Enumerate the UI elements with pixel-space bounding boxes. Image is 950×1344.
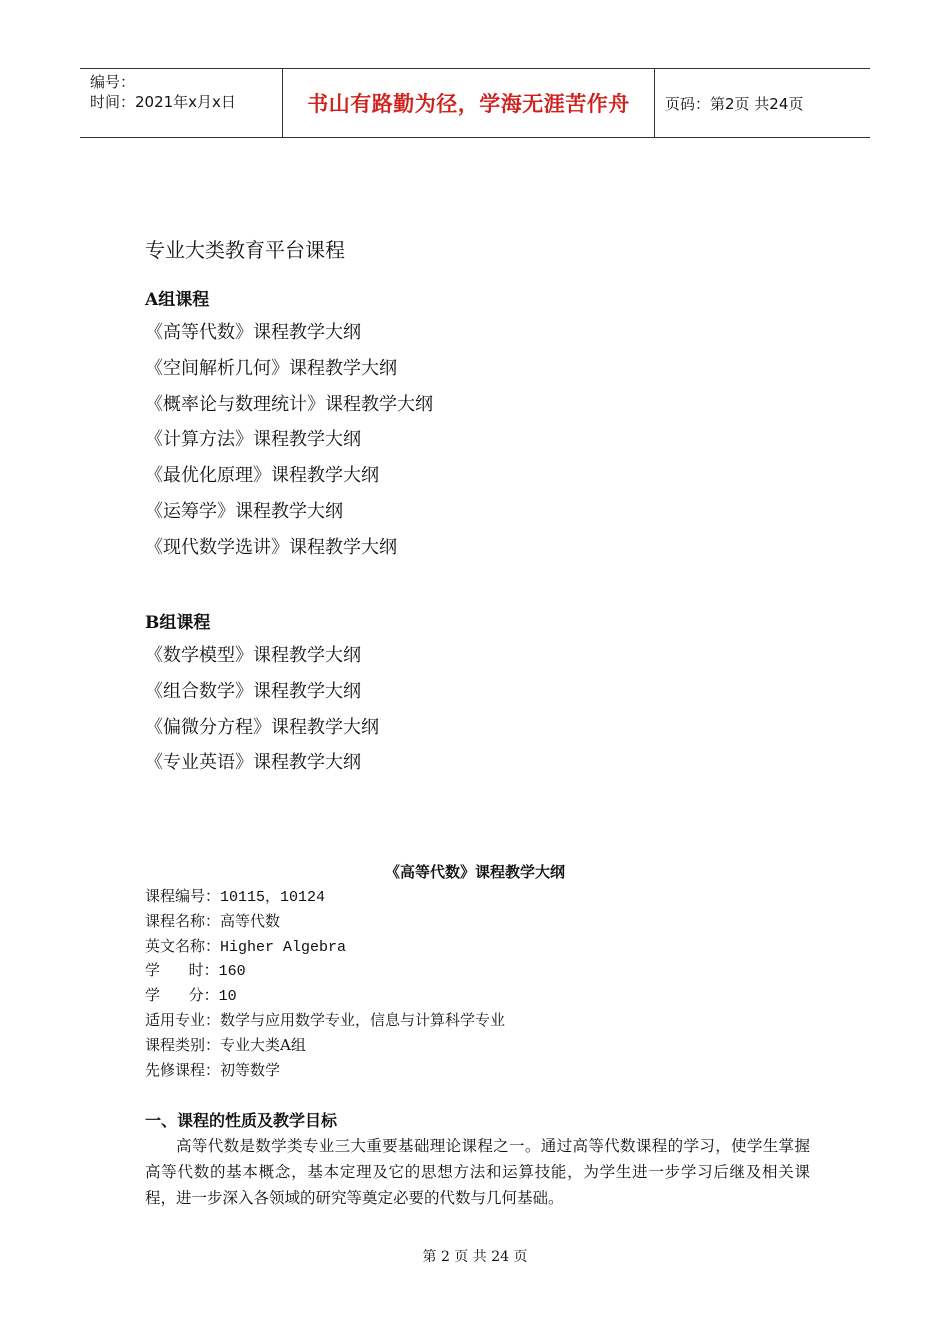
list-item: 《数学模型》课程教学大纲 <box>145 645 361 666</box>
info-label: 学 分： <box>145 986 219 1005</box>
info-value: Higher Algebra <box>220 938 347 956</box>
doc-number-label: 编号： <box>90 73 136 91</box>
info-row-course-code <box>145 884 505 909</box>
info-row-category <box>145 1033 505 1058</box>
list-item: 《现代数学选讲》课程教学大纲 <box>145 536 397 558</box>
group-a-title: A组课程 <box>145 290 210 310</box>
info-value: 10 <box>218 988 237 1006</box>
list-item: 《运筹学》课程教学大纲 <box>145 500 343 522</box>
info-value: 专业大类A组 <box>220 1035 306 1054</box>
info-row-credits <box>145 983 505 1008</box>
info-value: 10115，10124 <box>220 889 326 906</box>
group-b-title: B组课程 <box>145 613 211 633</box>
info-row-hours <box>145 958 505 983</box>
info-label: 适用专业： <box>145 1010 221 1029</box>
info-label: 学 时： <box>145 961 219 980</box>
info-row-english-name <box>145 934 505 959</box>
platform-title: 专业大类教育平台课程 <box>145 238 345 262</box>
info-label: 课程名称： <box>145 911 221 930</box>
list-item: 《计算方法》课程教学大纲 <box>145 429 361 451</box>
page-header <box>80 68 870 138</box>
info-row-course-name <box>145 909 505 934</box>
list-item: 《概率论与数理统计》课程教学大纲 <box>145 393 433 415</box>
course-info-list <box>145 884 505 1082</box>
page-footer: 第 2 页 共 24 页 <box>422 1249 528 1265</box>
group-a-course-list <box>145 321 433 572</box>
section-paragraph: 高等代数是数学类专业三大重要基础理论课程之一。通过高等代数课程的学习，使学生掌握高等代数的基本概念，基本定理及它的思想方法和运算技能，为学生进一步学习后继及相关课程，进一步深入各领域的研究等奠定必要的代数与几何基础。 <box>145 1137 810 1207</box>
list-item: 《专业英语》课程教学大纲 <box>145 752 361 774</box>
info-label: 课程编号： <box>145 887 221 905</box>
list-item: 《高等代数》课程教学大纲 <box>145 322 361 343</box>
info-value: 高等代数 <box>220 911 281 930</box>
header-meta <box>80 69 282 137</box>
list-item: 《空间解析几何》课程教学大纲 <box>145 357 397 379</box>
outline-title: 《高等代数》课程教学大纲 <box>384 863 565 881</box>
list-item: 《最优化原理》课程教学大纲 <box>145 465 379 487</box>
group-b-course-list <box>145 644 379 787</box>
list-item: 《组合数学》课程教学大纲 <box>145 680 361 702</box>
header-motto: 书山有路勤为径，学海无涯苦作舟 <box>282 69 655 137</box>
info-label: 课程类别： <box>145 1035 221 1054</box>
section-heading: 一、课程的性质及教学目标 <box>145 1111 338 1130</box>
info-label: 英文名称： <box>145 936 221 955</box>
info-row-prerequisite <box>145 1058 505 1083</box>
header-page-info: 页码：第2页 共24页 <box>665 94 804 113</box>
info-value: 160 <box>218 963 246 981</box>
list-item: 《偏微分方程》课程教学大纲 <box>145 716 379 738</box>
doc-date: 时间：2021年x月x日 <box>90 93 236 111</box>
info-value: 数学与应用数学专业，信息与计算科学专业 <box>220 1010 506 1029</box>
info-row-majors <box>145 1008 505 1033</box>
info-value: 初等数学 <box>220 1060 281 1079</box>
info-label: 先修课程： <box>145 1060 221 1079</box>
